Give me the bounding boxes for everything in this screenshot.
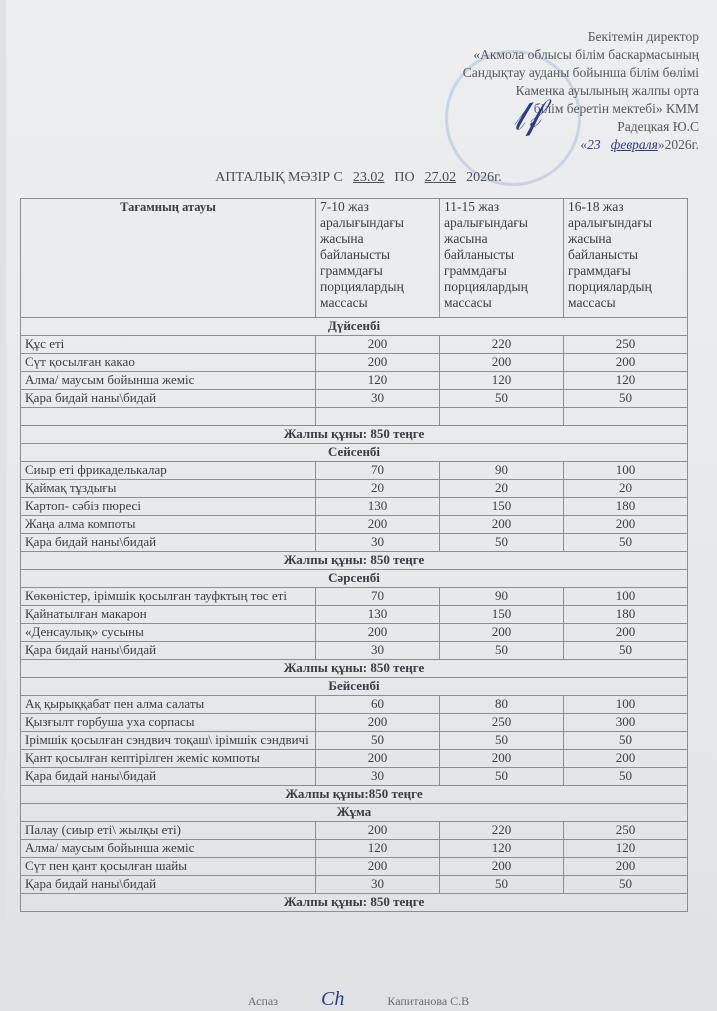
title-year: 2026г.: [466, 170, 502, 185]
portion-grams: 50: [440, 390, 564, 408]
title-from: 23.02: [352, 170, 385, 185]
portion-grams: 200: [440, 624, 564, 642]
portion-grams: 220: [440, 336, 564, 354]
dish-name: Қара бидай наны\бидай: [21, 390, 316, 408]
portion-grams: 130: [316, 498, 440, 516]
day-row: [21, 318, 688, 336]
table-row: [21, 822, 688, 840]
portion-grams: 50: [564, 732, 688, 750]
dish-name: Қызғылт горбуша уха сорпасы: [21, 714, 316, 732]
portion-grams: 50: [440, 534, 564, 552]
approval-line: Радецкая Ю.С: [617, 119, 699, 134]
dish-name: Құс еті: [21, 336, 316, 354]
portion-grams: 200: [316, 822, 440, 840]
portion-grams: 90: [440, 462, 564, 480]
cook-name: Капитанова С.В: [387, 994, 470, 1008]
day-name: Жұма: [21, 804, 688, 822]
portion-grams: [440, 408, 564, 426]
day-name: Сейсенбі: [21, 444, 688, 462]
dish-name: Палау (сиыр еті\ жылқы еті): [21, 822, 316, 840]
portion-grams: 50: [564, 390, 688, 408]
portion-grams: 20: [440, 480, 564, 498]
table-row: [21, 750, 688, 768]
dish-name: Алма/ маусым бойынша жеміс: [21, 840, 316, 858]
total-price: Жалпы құны: 850 теңге: [21, 894, 688, 912]
portion-grams: 30: [316, 534, 440, 552]
portion-grams: 30: [316, 390, 440, 408]
table-row: [21, 480, 688, 498]
dish-name: Сүт пен қант қосылған шайы: [21, 858, 316, 876]
table-row: [21, 696, 688, 714]
dish-name: Қара бидай наны\бидай: [21, 642, 316, 660]
cook-role: Аспаз: [247, 994, 278, 1008]
portion-grams: 200: [316, 750, 440, 768]
dish-name: Картоп- сәбіз пюресі: [21, 498, 316, 516]
portion-grams: 250: [440, 714, 564, 732]
approval-line: білім беретін мектебі» КММ: [533, 101, 699, 116]
table-row: [21, 372, 688, 390]
director-signature: 𝓁𝒻: [508, 93, 544, 139]
portion-grams: 120: [564, 840, 688, 858]
table-row: [21, 336, 688, 354]
table-row: [21, 390, 688, 408]
table-row: [21, 462, 688, 480]
portion-grams: 180: [564, 606, 688, 624]
table-row: [21, 516, 688, 534]
table-row: [21, 642, 688, 660]
portion-grams: 100: [564, 696, 688, 714]
portion-grams: 30: [316, 642, 440, 660]
portion-grams: 50: [316, 732, 440, 750]
portion-grams: 200: [440, 858, 564, 876]
dish-name: Қара бидай наны\бидай: [21, 534, 316, 552]
table-row: [21, 408, 688, 426]
portion-grams: 200: [316, 858, 440, 876]
table-row: [21, 354, 688, 372]
portion-grams: 200: [564, 624, 688, 642]
header-age-7-10: 7-10 жаз аралығындағы жасына байланысты граммдағы порциялардың массасы: [316, 199, 440, 318]
dish-name: Көкөністер, ірімшік қосылған тауфктың төс еті: [21, 588, 316, 606]
header-age-16-18: 16-18 жаз аралығындағы жасына байланысты граммдағы порциялардың массасы: [564, 199, 688, 318]
total-row: [21, 894, 688, 912]
date-year: »2026г.: [657, 137, 699, 152]
portion-grams: 70: [316, 462, 440, 480]
portion-grams: 100: [564, 588, 688, 606]
dish-name: Қара бидай наны\бидай: [21, 876, 316, 894]
portion-grams: 220: [440, 822, 564, 840]
table-row: [21, 732, 688, 750]
table-row: [21, 534, 688, 552]
portion-grams: 50: [564, 534, 688, 552]
portion-grams: 120: [440, 840, 564, 858]
portion-grams: 120: [316, 372, 440, 390]
dish-name: Алма/ маусым бойынша жеміс: [21, 372, 316, 390]
portion-grams: 200: [316, 354, 440, 372]
portion-grams: 200: [564, 516, 688, 534]
table-row: [21, 606, 688, 624]
total-price: Жалпы құны:850 теңге: [21, 786, 688, 804]
day-row: [21, 570, 688, 588]
table-row: [21, 498, 688, 516]
header-row: [21, 199, 688, 318]
table-row: [21, 588, 688, 606]
portion-grams: 80: [440, 696, 564, 714]
dish-name: [21, 408, 316, 426]
dish-name: Сиыр еті фрикаделькалар: [21, 462, 316, 480]
table-row: [21, 858, 688, 876]
table-row: [21, 876, 688, 894]
day-name: Дүйсенбі: [21, 318, 688, 336]
portion-grams: 200: [564, 858, 688, 876]
approval-date: «23 февраля»2026г.: [580, 137, 699, 152]
menu-table: [20, 198, 688, 912]
dish-name: «Денсаулық» сусыны: [21, 624, 316, 642]
dish-name: Қаймақ тұздығы: [21, 480, 316, 498]
portion-grams: 130: [316, 606, 440, 624]
portion-grams: 50: [440, 642, 564, 660]
day-row: [21, 678, 688, 696]
portion-grams: 50: [564, 876, 688, 894]
total-price: Жалпы құны: 850 теңге: [21, 660, 688, 678]
dish-name: Қайнатылған макарон: [21, 606, 316, 624]
date-month: февраля: [610, 137, 658, 152]
portion-grams: 200: [564, 354, 688, 372]
day-name: Бейсенбі: [21, 678, 688, 696]
portion-grams: 20: [564, 480, 688, 498]
table-row: [21, 624, 688, 642]
portion-grams: 100: [564, 462, 688, 480]
portion-grams: 200: [564, 750, 688, 768]
portion-grams: 200: [440, 750, 564, 768]
portion-grams: [564, 408, 688, 426]
portion-grams: 180: [564, 498, 688, 516]
day-row: [21, 804, 688, 822]
portion-grams: 60: [316, 696, 440, 714]
portion-grams: 30: [316, 876, 440, 894]
date-day: 23: [587, 137, 601, 152]
portion-grams: 200: [440, 516, 564, 534]
approval-line: Сандықтау ауданы бойынша білім бөлімі: [462, 65, 699, 80]
portion-grams: 30: [316, 768, 440, 786]
portion-grams: 50: [564, 642, 688, 660]
total-row: [21, 426, 688, 444]
table-row: [21, 768, 688, 786]
day-name: Сәрсенбі: [21, 570, 688, 588]
portion-grams: 120: [440, 372, 564, 390]
table-row: [21, 840, 688, 858]
title-mid: ПО: [394, 170, 415, 185]
portion-grams: 70: [316, 588, 440, 606]
portion-grams: 250: [564, 336, 688, 354]
total-row: [21, 660, 688, 678]
total-row: [21, 552, 688, 570]
approval-line: Бекітемін директор: [587, 29, 699, 44]
portion-grams: 300: [564, 714, 688, 732]
total-row: [21, 786, 688, 804]
dish-name: Жаңа алма компоты: [21, 516, 316, 534]
portion-grams: 50: [440, 732, 564, 750]
portion-grams: 200: [440, 354, 564, 372]
portion-grams: 120: [316, 840, 440, 858]
title-prefix: АПТАЛЫҚ МӘЗІР С: [215, 170, 343, 185]
portion-grams: 90: [440, 588, 564, 606]
portion-grams: 150: [440, 498, 564, 516]
portion-grams: 50: [564, 768, 688, 786]
approval-line: Каменка ауылының жалпы орта: [515, 83, 699, 98]
dish-name: Қара бидай наны\бидай: [21, 768, 316, 786]
approval-block: [463, 28, 699, 154]
cook-signature: Ch: [321, 988, 345, 1010]
dish-name: Сүт қосылған какао: [21, 354, 316, 372]
portion-grams: 50: [440, 768, 564, 786]
header-age-11-15: 11-15 жаз аралығындағы жасына байланысты граммдағы порциялардың массасы: [440, 199, 564, 318]
page-title: [0, 170, 717, 186]
portion-grams: 20: [316, 480, 440, 498]
approval-line: «Акмола облысы білім баскармасының: [473, 47, 699, 62]
title-to: 27.02: [424, 170, 457, 185]
day-row: [21, 444, 688, 462]
portion-grams: 200: [316, 714, 440, 732]
portion-grams: 200: [316, 624, 440, 642]
portion-grams: [316, 408, 440, 426]
total-price: Жалпы құны: 850 теңге: [21, 552, 688, 570]
portion-grams: 50: [440, 876, 564, 894]
dish-name: Ақ қырыққабат пен алма салаты: [21, 696, 316, 714]
portion-grams: 200: [316, 336, 440, 354]
total-price: Жалпы құны: 850 теңге: [21, 426, 688, 444]
portion-grams: 200: [316, 516, 440, 534]
table-row: [21, 714, 688, 732]
portion-grams: 120: [564, 372, 688, 390]
header-dish-name: Тағамның атауы: [21, 199, 316, 318]
portion-grams: 250: [564, 822, 688, 840]
portion-grams: 150: [440, 606, 564, 624]
dish-name: Қант қосылған кептірілген жеміс компоты: [21, 750, 316, 768]
dish-name: Ірімшік қосылған сэндвич тоқаш\ ірімшік сэндвичі: [21, 732, 316, 750]
